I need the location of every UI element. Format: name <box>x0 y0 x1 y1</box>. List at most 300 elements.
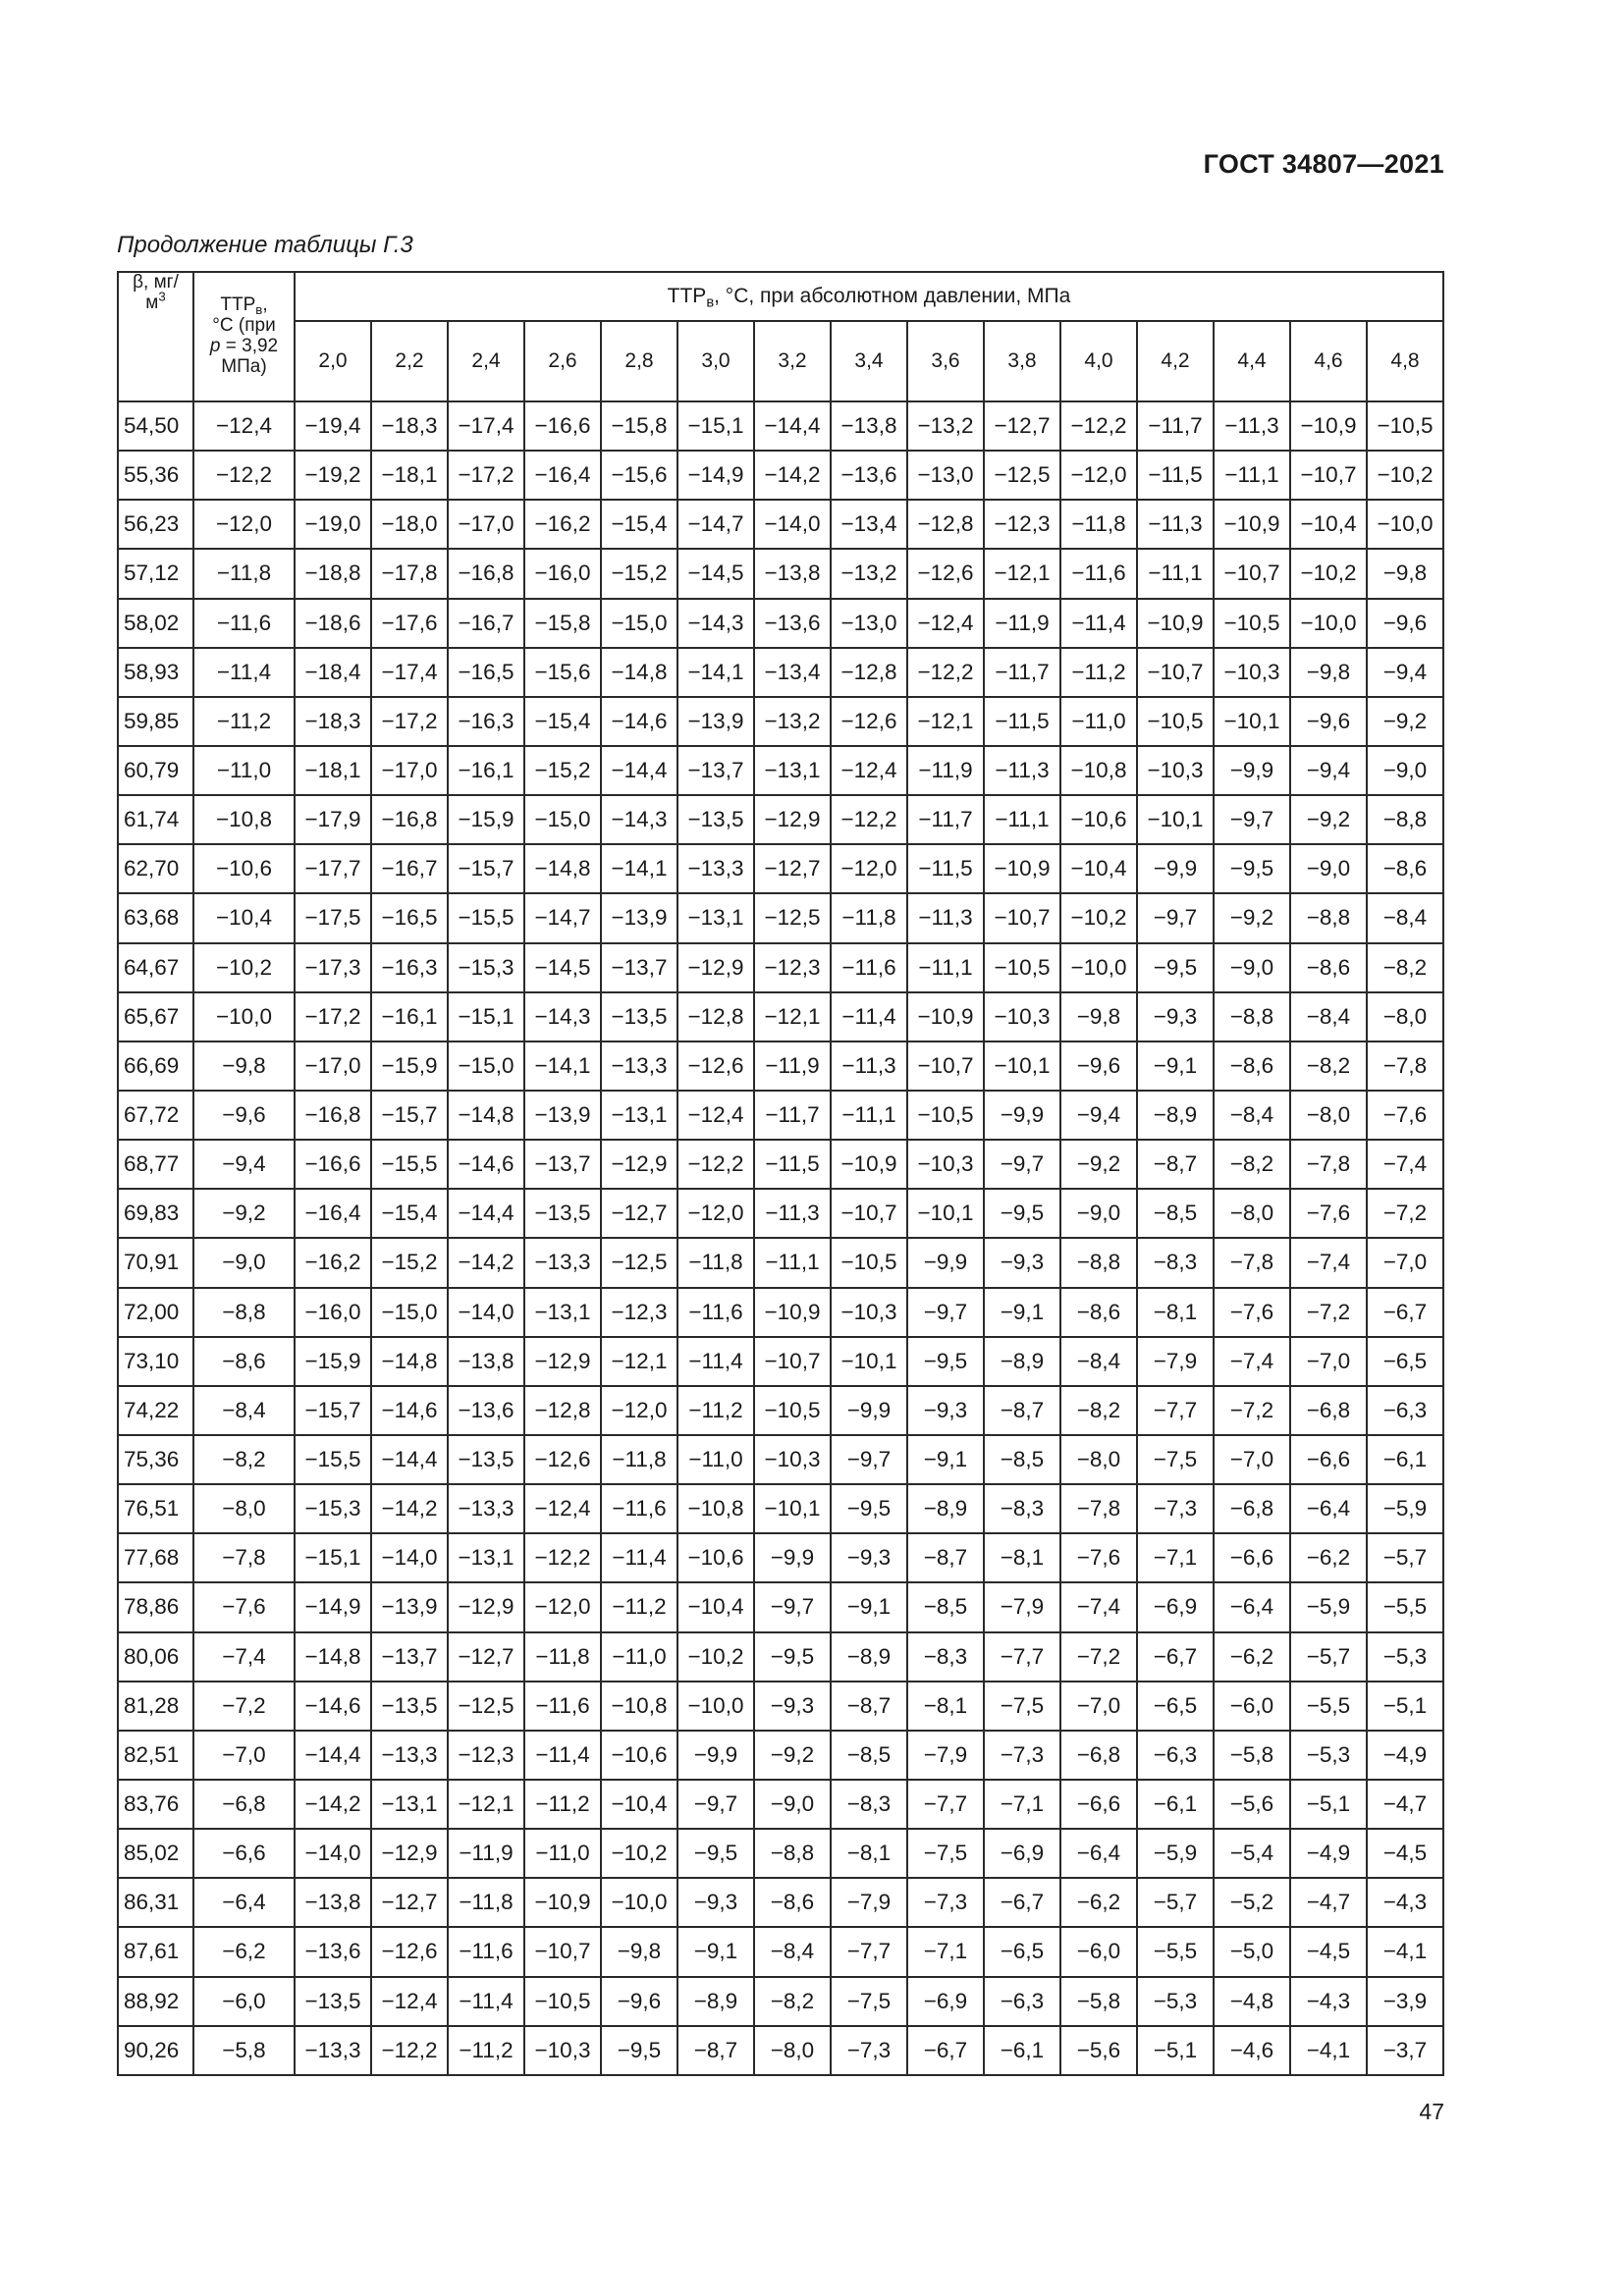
ttp-value-cell: −8,3 <box>984 1484 1060 1533</box>
ttp-value-cell: −15,3 <box>295 1484 371 1533</box>
ttp-value-cell: −7,6 <box>1290 1189 1367 1238</box>
ttp-value-cell: −11,1 <box>831 1091 907 1140</box>
page-number: 47 <box>1419 2099 1444 2124</box>
beta-cell: 74,22 <box>118 1386 193 1435</box>
ttp-value-cell: −14,8 <box>601 648 677 697</box>
ttp-value-cell: −6,8 <box>1290 1386 1367 1435</box>
ttp-value-cell: −10,6 <box>1060 795 1137 844</box>
ttp-value-cell: −15,8 <box>524 599 601 648</box>
ttp-value-cell: −7,2 <box>1214 1386 1290 1435</box>
ttp-value-cell: −8,6 <box>1214 1041 1290 1091</box>
ttp-value-cell: −14,8 <box>524 844 601 893</box>
table-row <box>118 1533 1443 1582</box>
ttp-value-cell: −6,2 <box>1214 1632 1290 1682</box>
ttp-value-cell: −10,1 <box>984 1041 1060 1091</box>
ttp-value-cell: −11,1 <box>754 1238 831 1287</box>
ttp-value-cell: −10,2 <box>1060 893 1137 942</box>
ttp-value-cell: −11,9 <box>754 1041 831 1091</box>
ttp-value-cell: −11,8 <box>677 1238 754 1287</box>
ttp-value-cell: −14,3 <box>601 795 677 844</box>
ttp-value-cell: −9,3 <box>831 1533 907 1582</box>
ttp-value-cell: −11,7 <box>907 795 984 844</box>
ttp-value-cell: −13,1 <box>601 1091 677 1140</box>
pressure-header-cell: 3,4 <box>831 321 907 401</box>
ttp-reference-cell: −11,4 <box>193 648 295 697</box>
ttp-value-cell: −14,6 <box>601 697 677 746</box>
ttp-value-cell: −9,4 <box>1290 746 1367 795</box>
ttp-value-cell: −9,8 <box>601 1927 677 1976</box>
ttp-value-cell: −12,5 <box>754 893 831 942</box>
ttp-value-cell: −18,3 <box>295 697 371 746</box>
ttp-value-cell: −11,9 <box>984 599 1060 648</box>
ttp-value-cell: −7,3 <box>1137 1484 1214 1533</box>
beta-cell: 65,67 <box>118 992 193 1041</box>
ttp-reference-cell: −12,4 <box>193 401 295 451</box>
ttp-reference-cell: −9,2 <box>193 1189 295 1238</box>
beta-cell: 87,61 <box>118 1927 193 1976</box>
ttp-value-cell: −9,0 <box>1290 844 1367 893</box>
ttp-value-cell: −13,1 <box>371 1780 448 1829</box>
ttp-value-cell: −6,3 <box>1367 1386 1443 1435</box>
ttp-value-cell: −13,6 <box>831 451 907 500</box>
ttp-value-cell: −9,5 <box>831 1484 907 1533</box>
ttp-value-cell: −13,8 <box>831 401 907 451</box>
ttp-value-cell: −11,1 <box>907 943 984 992</box>
ttp-value-cell: −10,3 <box>524 2026 601 2075</box>
ttp-reference-cell: −11,0 <box>193 746 295 795</box>
ttp-value-cell: −4,5 <box>1367 1829 1443 1878</box>
ttp-value-cell: −7,3 <box>984 1731 1060 1780</box>
ttp-value-cell: −12,7 <box>984 401 1060 451</box>
ttp-value-cell: −17,2 <box>295 992 371 1041</box>
ttp-value-cell: −8,0 <box>754 2026 831 2075</box>
ttp-value-cell: −15,6 <box>524 648 601 697</box>
ttp-value-cell: −10,3 <box>984 992 1060 1041</box>
beta-cell: 82,51 <box>118 1731 193 1780</box>
ttp-value-cell: −14,6 <box>295 1682 371 1731</box>
ttp-value-cell: −7,0 <box>1367 1238 1443 1287</box>
ttp-value-cell: −15,1 <box>295 1533 371 1582</box>
ttp-value-cell: −11,5 <box>984 697 1060 746</box>
ttp-value-cell: −11,8 <box>601 1435 677 1484</box>
ttp-value-cell: −14,2 <box>754 451 831 500</box>
ttp-value-cell: −8,4 <box>754 1927 831 1976</box>
ttp-value-cell: −5,1 <box>1137 2026 1214 2075</box>
pressure-header-cell: 4,6 <box>1290 321 1367 401</box>
ttp-value-cell: −15,4 <box>371 1189 448 1238</box>
ttp-value-cell: −16,8 <box>295 1091 371 1140</box>
ttp-value-cell: −11,6 <box>831 943 907 992</box>
ttp-reference-cell: −6,4 <box>193 1878 295 1927</box>
ttp-value-cell: −9,8 <box>1060 992 1137 1041</box>
ttp-value-cell: −10,1 <box>1137 795 1214 844</box>
ttp-value-cell: −8,4 <box>1214 1091 1290 1140</box>
ttp-value-cell: −8,5 <box>831 1731 907 1780</box>
ttp-value-cell: −6,7 <box>984 1878 1060 1927</box>
ttp-value-cell: −13,4 <box>831 500 907 549</box>
ttp-value-cell: −11,1 <box>1137 549 1214 598</box>
ttp-value-cell: −9,1 <box>984 1288 1060 1337</box>
ttp-value-cell: −14,4 <box>754 401 831 451</box>
ttp-value-cell: −11,9 <box>907 746 984 795</box>
ttp-value-cell: −8,3 <box>907 1632 984 1682</box>
ttp-value-cell: −13,5 <box>371 1682 448 1731</box>
ttp-value-cell: −6,8 <box>1060 1731 1137 1780</box>
ttp-value-cell: −8,6 <box>1060 1288 1137 1337</box>
ttp-value-cell: −7,6 <box>1367 1091 1443 1140</box>
table-row <box>118 1977 1443 2026</box>
ttp-value-cell: −12,6 <box>371 1927 448 1976</box>
pressure-header-cell: 4,0 <box>1060 321 1137 401</box>
ttp-value-cell: −18,8 <box>295 549 371 598</box>
ttp-value-cell: −11,2 <box>677 1386 754 1435</box>
table-row <box>118 943 1443 992</box>
ttp-value-cell: −11,4 <box>831 992 907 1041</box>
beta-cell: 61,74 <box>118 795 193 844</box>
ttp-value-cell: −14,1 <box>677 648 754 697</box>
ttp-reference-cell: −12,0 <box>193 500 295 549</box>
ttp-reference-cell: −6,8 <box>193 1780 295 1829</box>
ttp-reference-cell: −7,2 <box>193 1682 295 1731</box>
ttp-reference-cell: −11,8 <box>193 549 295 598</box>
ttp-value-cell: −13,3 <box>601 1041 677 1091</box>
ttp-value-cell: −16,4 <box>524 451 601 500</box>
ttp-value-cell: −9,0 <box>1367 746 1443 795</box>
ttp-value-cell: −16,1 <box>448 746 524 795</box>
ttp-value-cell: −9,9 <box>1137 844 1214 893</box>
table-row <box>118 1484 1443 1533</box>
ttp-value-cell: −8,4 <box>1367 893 1443 942</box>
ttp-value-cell: −6,7 <box>1137 1632 1214 1682</box>
ttp-value-cell: −10,4 <box>677 1582 754 1631</box>
ttp-value-cell: −10,6 <box>601 1731 677 1780</box>
table-row <box>118 893 1443 942</box>
ttp-value-cell: −7,0 <box>1060 1682 1137 1731</box>
ttp-value-cell: −9,6 <box>1290 697 1367 746</box>
ttp-value-cell: −17,0 <box>371 746 448 795</box>
ttp-value-cell: −12,0 <box>831 844 907 893</box>
ttp-value-cell: −6,5 <box>1367 1337 1443 1386</box>
table-row <box>118 746 1443 795</box>
beta-cell: 69,83 <box>118 1189 193 1238</box>
ttp-value-cell: −11,4 <box>448 1977 524 2026</box>
ttp-reference-cell: −8,4 <box>193 1386 295 1435</box>
ttp-value-cell: −12,3 <box>601 1288 677 1337</box>
ttp-value-cell: −8,8 <box>1060 1238 1137 1287</box>
ttp-value-cell: −12,7 <box>371 1878 448 1927</box>
ttp-value-cell: −15,7 <box>448 844 524 893</box>
ttp-value-cell: −17,0 <box>295 1041 371 1091</box>
ttp-value-cell: −10,7 <box>907 1041 984 1091</box>
table-caption: Продолжение таблицы Г.3 <box>117 232 413 258</box>
ttp-value-cell: −10,0 <box>601 1878 677 1927</box>
ttp-value-cell: −11,2 <box>448 2026 524 2075</box>
ttp-value-cell: −16,2 <box>295 1238 371 1287</box>
table-row <box>118 1878 1443 1927</box>
beta-cell: 77,68 <box>118 1533 193 1582</box>
ttp-value-cell: −9,2 <box>1060 1140 1137 1189</box>
table-row <box>118 401 1443 451</box>
ttp-reference-cell: −7,8 <box>193 1533 295 1582</box>
ttp-value-cell: −15,0 <box>601 599 677 648</box>
beta-cell: 72,00 <box>118 1288 193 1337</box>
ttp-value-cell: −13,4 <box>754 648 831 697</box>
ttp-value-cell: −13,5 <box>295 1977 371 2026</box>
ttp-value-cell: −10,5 <box>984 943 1060 992</box>
ttp-value-cell: −13,9 <box>677 697 754 746</box>
ttp-value-cell: −8,1 <box>831 1829 907 1878</box>
ttp-value-cell: −5,3 <box>1290 1731 1367 1780</box>
ttp-value-cell: −10,8 <box>1060 746 1137 795</box>
table-row <box>118 1041 1443 1091</box>
ttp-reference-cell: −12,2 <box>193 451 295 500</box>
ttp-value-cell: −11,6 <box>448 1927 524 1976</box>
ttp-value-cell: −4,3 <box>1290 1977 1367 2026</box>
ttp-value-cell: −12,5 <box>601 1238 677 1287</box>
ttp-reference-cell: −10,4 <box>193 893 295 942</box>
ttp-value-cell: −13,8 <box>295 1878 371 1927</box>
ttp-value-cell: −8,3 <box>831 1780 907 1829</box>
ttp-value-cell: −12,5 <box>448 1682 524 1731</box>
ttp-reference-cell: −9,8 <box>193 1041 295 1091</box>
ttp-value-cell: −12,1 <box>984 549 1060 598</box>
ttp-value-cell: −9,1 <box>831 1582 907 1631</box>
pressure-header-cell: 4,2 <box>1137 321 1214 401</box>
ttp-value-cell: −12,8 <box>907 500 984 549</box>
ttp-reference-cell: −8,0 <box>193 1484 295 1533</box>
ttp-value-cell: −12,9 <box>524 1337 601 1386</box>
ttp-value-cell: −6,6 <box>1214 1533 1290 1582</box>
ttp-value-cell: −12,9 <box>448 1582 524 1631</box>
ttp-value-cell: −9,6 <box>1367 599 1443 648</box>
ttp-value-cell: −8,3 <box>1137 1238 1214 1287</box>
ttp-value-cell: −14,0 <box>448 1288 524 1337</box>
table-row <box>118 1140 1443 1189</box>
ttp-value-cell: −8,7 <box>984 1386 1060 1435</box>
ttp-value-cell: −11,0 <box>524 1829 601 1878</box>
ttp-value-cell: −8,0 <box>1060 1435 1137 1484</box>
ttp-value-cell: −7,2 <box>1367 1189 1443 1238</box>
ttp-value-cell: −12,4 <box>831 746 907 795</box>
ttp-value-cell: −6,9 <box>1137 1582 1214 1631</box>
ttp-value-cell: −13,5 <box>677 795 754 844</box>
ttp-value-cell: −9,5 <box>601 2026 677 2075</box>
ttp-value-cell: −13,3 <box>524 1238 601 1287</box>
table-row <box>118 844 1443 893</box>
ttp-value-cell: −12,1 <box>448 1780 524 1829</box>
ttp-value-cell: −9,8 <box>1290 648 1367 697</box>
ttp-value-cell: −13,0 <box>907 451 984 500</box>
ttp-value-cell: −10,7 <box>1137 648 1214 697</box>
ttp-value-cell: −14,8 <box>295 1632 371 1682</box>
beta-cell: 80,06 <box>118 1632 193 1682</box>
ttp-value-cell: −5,5 <box>1367 1582 1443 1631</box>
ttp-value-cell: −17,2 <box>371 697 448 746</box>
table-row <box>118 1238 1443 1287</box>
ttp-value-cell: −14,2 <box>371 1484 448 1533</box>
ttp-reference-cell: −10,0 <box>193 992 295 1041</box>
ttp-reference-cell: −11,2 <box>193 697 295 746</box>
table-row <box>118 1189 1443 1238</box>
ttp-value-cell: −11,8 <box>1060 500 1137 549</box>
ttp-value-cell: −16,2 <box>524 500 601 549</box>
pressure-header-cell: 3,6 <box>907 321 984 401</box>
ttp-value-cell: −10,9 <box>907 992 984 1041</box>
ttp-value-cell: −9,5 <box>1214 844 1290 893</box>
beta-cell: 63,68 <box>118 893 193 942</box>
ttp-value-cell: −9,7 <box>1137 893 1214 942</box>
ttp-value-cell: −5,9 <box>1137 1829 1214 1878</box>
ttp-value-cell: −13,9 <box>601 893 677 942</box>
ttp-value-cell: −8,8 <box>1290 893 1367 942</box>
ttp-value-cell: −13,6 <box>448 1386 524 1435</box>
ttp-value-cell: −12,9 <box>601 1140 677 1189</box>
ttp-value-cell: −11,5 <box>907 844 984 893</box>
ttp-value-cell: −15,5 <box>371 1140 448 1189</box>
beta-cell: 76,51 <box>118 1484 193 1533</box>
table-row <box>118 1682 1443 1731</box>
ttp-value-cell: −8,9 <box>1137 1091 1214 1140</box>
ttp-value-cell: −7,9 <box>831 1878 907 1927</box>
ttp-value-cell: −6,2 <box>1290 1533 1367 1582</box>
ttp-value-cell: −12,6 <box>524 1435 601 1484</box>
ttp-value-cell: −9,5 <box>984 1189 1060 1238</box>
ttp-value-cell: −4,9 <box>1367 1731 1443 1780</box>
table-body <box>118 401 1443 2075</box>
ttp-value-cell: −15,1 <box>677 401 754 451</box>
ttp-value-cell: −12,3 <box>754 943 831 992</box>
ttp-value-cell: −11,3 <box>984 746 1060 795</box>
ttp-value-cell: −11,8 <box>524 1632 601 1682</box>
ttp-value-cell: −9,3 <box>984 1238 1060 1287</box>
ttp-value-cell: −4,8 <box>1214 1977 1290 2026</box>
ttp-value-cell: −17,7 <box>295 844 371 893</box>
ttp-value-cell: −13,5 <box>524 1189 601 1238</box>
ttp-value-cell: −13,1 <box>677 893 754 942</box>
ttp-value-cell: −10,7 <box>524 1927 601 1976</box>
ttp-value-cell: −16,3 <box>448 697 524 746</box>
ttp-value-cell: −9,9 <box>1214 746 1290 795</box>
ttp-value-cell: −8,4 <box>1060 1337 1137 1386</box>
ttp-value-cell: −11,2 <box>1060 648 1137 697</box>
beta-column-header: β, мг/ $м^3$ <box>118 272 193 401</box>
ttp-value-cell: −9,7 <box>907 1288 984 1337</box>
beta-cell: 62,70 <box>118 844 193 893</box>
ttp-reference-cell: −6,6 <box>193 1829 295 1878</box>
ttp-value-cell: −10,0 <box>1290 599 1367 648</box>
ttp-value-cell: −14,0 <box>754 500 831 549</box>
ttp-value-cell: −10,7 <box>754 1337 831 1386</box>
ttp-value-cell: −13,7 <box>601 943 677 992</box>
ttp-reference-column-header: $ТТР_в$, °C (при p = 3,92 МПа) <box>193 272 295 401</box>
ttp-value-cell: −9,8 <box>1367 549 1443 598</box>
ttp-value-cell: −12,5 <box>984 451 1060 500</box>
ttp-value-cell: −15,0 <box>524 795 601 844</box>
ttp-value-cell: −6,6 <box>1290 1435 1367 1484</box>
ttp-value-cell: −8,8 <box>754 1829 831 1878</box>
ttp-value-cell: −10,2 <box>1290 549 1367 598</box>
ttp-value-cell: −12,6 <box>907 549 984 598</box>
ttp-reference-cell: −8,6 <box>193 1337 295 1386</box>
ttp-value-cell: −7,5 <box>907 1829 984 1878</box>
ttp-value-cell: −5,6 <box>1214 1780 1290 1829</box>
ttp-value-cell: −6,4 <box>1290 1484 1367 1533</box>
ttp-value-cell: −10,7 <box>831 1189 907 1238</box>
ttp-value-cell: −18,1 <box>295 746 371 795</box>
ttp-value-cell: −18,1 <box>371 451 448 500</box>
ttp-value-cell: −11,2 <box>601 1582 677 1631</box>
ttp-value-cell: −8,6 <box>754 1878 831 1927</box>
ttp-value-cell: −13,5 <box>448 1435 524 1484</box>
beta-cell: 88,92 <box>118 1977 193 2026</box>
ttp-value-cell: −7,4 <box>1290 1238 1367 1287</box>
ttp-value-cell: −10,2 <box>601 1829 677 1878</box>
ttp-value-cell: −14,1 <box>524 1041 601 1091</box>
ttp-value-cell: −10,6 <box>677 1533 754 1582</box>
ttp-value-cell: −14,1 <box>601 844 677 893</box>
ttp-value-cell: −10,3 <box>1214 648 1290 697</box>
ttp-value-cell: −5,3 <box>1367 1632 1443 1682</box>
ttp-value-cell: −10,5 <box>524 1977 601 2026</box>
ttp-value-cell: −6,1 <box>1137 1780 1214 1829</box>
ttp-value-cell: −12,6 <box>831 697 907 746</box>
ttp-value-cell: −5,7 <box>1290 1632 1367 1682</box>
ttp-value-cell: −18,6 <box>295 599 371 648</box>
ttp-value-cell: −13,6 <box>754 599 831 648</box>
ttp-value-cell: −14,9 <box>677 451 754 500</box>
table-row <box>118 1288 1443 1337</box>
ttp-value-cell: −11,4 <box>601 1533 677 1582</box>
ttp-value-cell: −8,8 <box>1214 992 1290 1041</box>
table-row <box>118 1337 1443 1386</box>
ttp-reference-cell: −7,0 <box>193 1731 295 1780</box>
ttp-value-cell: −7,8 <box>1290 1140 1367 1189</box>
ttp-value-cell: −7,5 <box>1137 1435 1214 1484</box>
ttp-reference-cell: −5,8 <box>193 2026 295 2075</box>
ttp-value-cell: −14,0 <box>371 1533 448 1582</box>
table-row <box>118 1632 1443 1682</box>
ttp-value-cell: −8,2 <box>1290 1041 1367 1091</box>
ttp-value-cell: −9,4 <box>1367 648 1443 697</box>
ttp-value-cell: −12,3 <box>984 500 1060 549</box>
ttp-value-cell: −3,7 <box>1367 2026 1443 2075</box>
beta-cell: 81,28 <box>118 1682 193 1731</box>
ttp-value-cell: −9,3 <box>907 1386 984 1435</box>
table-row <box>118 795 1443 844</box>
ttp-value-cell: −4,6 <box>1214 2026 1290 2075</box>
ttp-value-cell: −11,7 <box>1137 401 1214 451</box>
ttp-value-cell: −7,9 <box>907 1731 984 1780</box>
ttp-value-cell: −10,3 <box>1137 746 1214 795</box>
ttp-value-cell: −11,5 <box>754 1140 831 1189</box>
ttp-value-cell: −4,1 <box>1290 2026 1367 2075</box>
ttp-reference-cell: −9,0 <box>193 1238 295 1287</box>
ttp-value-cell: −9,5 <box>907 1337 984 1386</box>
ttp-value-cell: −8,0 <box>1214 1189 1290 1238</box>
ttp-value-cell: −15,8 <box>601 401 677 451</box>
ttp-value-cell: −11,8 <box>448 1878 524 1927</box>
pressure-group-header: $ТТР_в$, °С, при абсолютном давлении, МПа <box>295 272 1443 321</box>
ttp-value-cell: −8,7 <box>831 1682 907 1731</box>
ttp-value-cell: −7,5 <box>831 1977 907 2026</box>
ttp-value-cell: −5,3 <box>1137 1977 1214 2026</box>
ttp-value-cell: −14,6 <box>448 1140 524 1189</box>
ttp-value-cell: −10,1 <box>1214 697 1290 746</box>
ttp-value-cell: −15,9 <box>295 1337 371 1386</box>
ttp-value-cell: −8,1 <box>984 1533 1060 1582</box>
ttp-value-cell: −8,7 <box>677 2026 754 2075</box>
ttp-value-cell: −3,9 <box>1367 1977 1443 2026</box>
